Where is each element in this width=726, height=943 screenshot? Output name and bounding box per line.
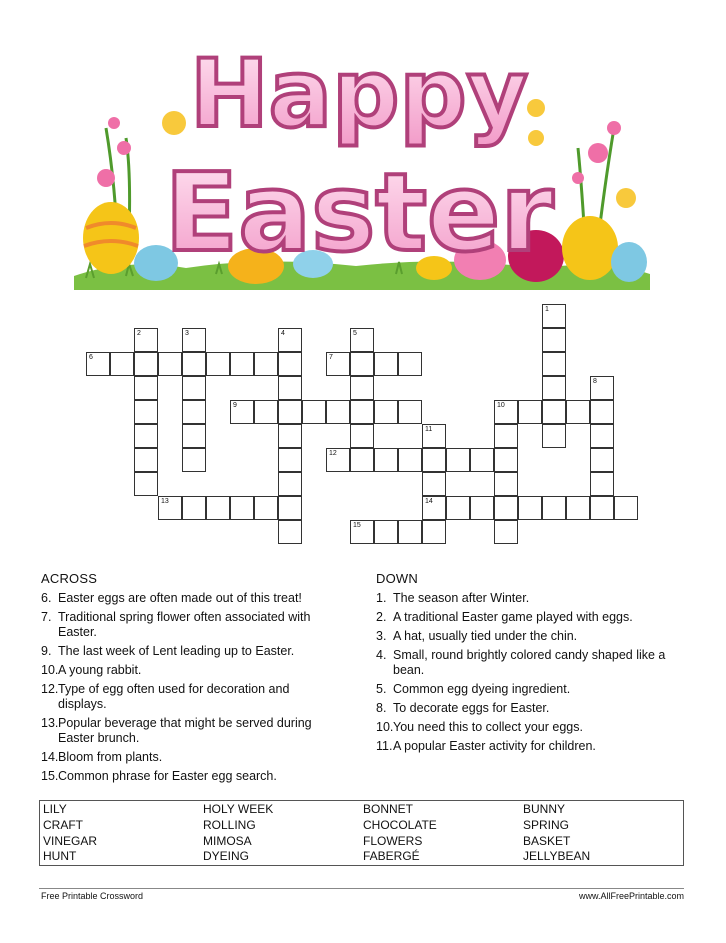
crossword-cell[interactable] <box>518 496 542 520</box>
down-clue <box>376 591 686 606</box>
cell-number: 7 <box>329 354 333 361</box>
crossword-cell[interactable] <box>398 520 422 544</box>
clue-number: 3. <box>376 629 387 643</box>
cell-number: 1 <box>545 306 549 313</box>
crossword-cell[interactable] <box>494 448 518 472</box>
crossword-cell[interactable] <box>542 352 566 376</box>
crossword-cell[interactable] <box>494 424 518 448</box>
crossword-cell[interactable] <box>422 520 446 544</box>
across-heading: ACROSS <box>41 571 98 586</box>
crossword-cell[interactable] <box>422 424 446 448</box>
crossword-cell[interactable] <box>134 424 158 448</box>
crossword-cell[interactable] <box>230 352 254 376</box>
crossword-cell[interactable] <box>230 400 254 424</box>
clue-text: Common phrase for Easter egg search. <box>58 769 277 783</box>
across-clue <box>41 750 341 765</box>
crossword-cell[interactable] <box>446 448 470 472</box>
cell-number: 2 <box>137 330 141 337</box>
crossword-cell[interactable] <box>350 520 374 544</box>
word-bank-item: LILY <box>43 802 67 816</box>
crossword-cell[interactable] <box>182 328 206 352</box>
crossword-cell[interactable] <box>134 352 158 376</box>
crossword-cell[interactable] <box>494 400 518 424</box>
cell-number: 3 <box>185 330 189 337</box>
crossword-cell[interactable] <box>590 376 614 400</box>
clue-text: The season after Winter. <box>393 591 530 605</box>
crossword-cell[interactable] <box>278 424 302 448</box>
word-bank <box>39 800 684 866</box>
clue-number: 14. <box>41 750 59 764</box>
across-clue <box>41 769 341 784</box>
word-bank-item: BASKET <box>523 833 571 848</box>
word-bank-item: BONNET <box>363 802 414 816</box>
clue-number: 9. <box>41 644 52 658</box>
crossword-cell[interactable] <box>494 520 518 544</box>
crossword-cell[interactable] <box>302 400 326 424</box>
crossword-cell[interactable] <box>326 448 350 472</box>
across-clues <box>41 571 341 788</box>
clue-number: 6. <box>41 591 52 605</box>
down-heading: DOWN <box>376 571 418 586</box>
down-clue <box>376 682 686 697</box>
crossword-cell[interactable] <box>566 496 590 520</box>
footer-left-text: Free Printable Crossword <box>41 891 144 901</box>
crossword-cell[interactable] <box>350 448 374 472</box>
word-bank-item: SPRING <box>523 817 570 832</box>
clue-text: Traditional spring flower often associated with Easter. <box>58 610 311 639</box>
crossword-cell[interactable] <box>134 472 158 496</box>
crossword-cell[interactable] <box>374 448 398 472</box>
crossword-cell[interactable] <box>590 472 614 496</box>
down-clue <box>376 701 686 716</box>
word-bank-item: MIMOSA <box>203 833 252 848</box>
crossword-cell[interactable] <box>518 400 542 424</box>
clue-number: 2. <box>376 610 387 624</box>
word-bank-item: CHOCOLATE <box>363 817 437 832</box>
down-clue <box>376 739 686 754</box>
clue-number: 11. <box>376 739 393 753</box>
down-clue <box>376 629 686 644</box>
crossword-cell[interactable] <box>350 376 374 400</box>
crossword-cell[interactable] <box>278 496 302 520</box>
clue-text: Easter eggs are often made out of this treat! <box>58 591 302 605</box>
clue-number: 15. <box>41 769 59 783</box>
crossword-cell[interactable] <box>350 352 374 376</box>
crossword-cell[interactable] <box>278 376 302 400</box>
crossword-cell[interactable] <box>134 448 158 472</box>
crossword-cell[interactable] <box>278 472 302 496</box>
crossword-cell[interactable] <box>398 448 422 472</box>
clue-text: A traditional Easter game played with eggs. <box>393 610 633 624</box>
crossword-cell[interactable] <box>134 400 158 424</box>
clue-number: 10. <box>41 663 59 677</box>
crossword-cell[interactable] <box>206 496 230 520</box>
cell-number: 5 <box>353 330 357 337</box>
clue-text: A young rabbit. <box>58 663 142 677</box>
clue-text: Bloom from plants. <box>58 750 163 764</box>
crossword-cell[interactable] <box>134 328 158 352</box>
crossword-cell[interactable] <box>374 520 398 544</box>
crossword-cell[interactable] <box>182 352 206 376</box>
clue-text: The last week of Lent leading up to Easter. <box>58 644 295 658</box>
cell-number: 10 <box>497 402 505 409</box>
crossword-cell[interactable] <box>182 376 206 400</box>
down-clue <box>376 720 686 735</box>
word-bank-item: FLOWERS <box>363 833 423 848</box>
word-bank-item: JELLYBEAN <box>523 849 591 864</box>
across-clue <box>41 682 341 712</box>
crossword-cell[interactable] <box>350 328 374 352</box>
footer-right-text: www.AllFreePrintable.com <box>578 891 684 901</box>
crossword-cell[interactable] <box>542 304 566 328</box>
clue-text: Small, round brightly colored candy shaped like a bean. <box>393 648 666 677</box>
footer-divider <box>39 888 684 889</box>
clue-text: Popular beverage that might be served during Easter brunch. <box>58 716 312 745</box>
title-easter: Easter <box>164 151 554 276</box>
cell-number: 14 <box>425 498 433 505</box>
crossword-cell[interactable] <box>182 424 206 448</box>
clue-text: To decorate eggs for Easter. <box>393 701 550 715</box>
across-clue <box>41 663 341 678</box>
cell-number: 4 <box>281 330 285 337</box>
across-clue <box>41 591 341 606</box>
word-bank-item: BUNNY <box>523 802 566 816</box>
crossword-cell[interactable] <box>398 352 422 376</box>
crossword-cell[interactable] <box>254 352 278 376</box>
cell-number: 15 <box>353 522 361 529</box>
word-bank-item: ROLLING <box>203 817 256 832</box>
word-bank-item: FABERGÉ <box>363 849 420 864</box>
crossword-cell[interactable] <box>350 400 374 424</box>
crossword-cell[interactable] <box>158 496 182 520</box>
down-clues <box>376 571 686 758</box>
clue-number: 13. <box>41 716 59 730</box>
across-clue <box>41 610 341 640</box>
crossword-cell[interactable] <box>278 328 302 352</box>
crossword-cell[interactable] <box>278 352 302 376</box>
crossword-cell[interactable] <box>326 400 350 424</box>
crossword-cell[interactable] <box>254 400 278 424</box>
crossword-cell[interactable] <box>614 496 638 520</box>
crossword-cell[interactable] <box>374 352 398 376</box>
across-clue <box>41 716 341 746</box>
crossword-cell[interactable] <box>542 376 566 400</box>
crossword-cell[interactable] <box>350 424 374 448</box>
word-bank-item: CRAFT <box>43 817 83 832</box>
word-bank-item: DYEING <box>203 849 250 864</box>
cell-number: 8 <box>593 378 597 385</box>
crossword-cell[interactable] <box>182 496 206 520</box>
clue-number: 7. <box>41 610 52 624</box>
across-clue <box>41 644 341 659</box>
clue-number: 1. <box>376 591 387 605</box>
cell-number: 12 <box>329 450 337 457</box>
clue-number: 5. <box>376 682 387 696</box>
cell-number: 6 <box>89 354 93 361</box>
word-bank-item: HUNT <box>43 849 77 864</box>
crossword-cell[interactable] <box>278 400 302 424</box>
crossword-cell[interactable] <box>182 400 206 424</box>
clue-number: 4. <box>376 648 387 662</box>
clue-text: A hat, usually tied under the chin. <box>393 629 578 643</box>
crossword-cell[interactable] <box>374 400 398 424</box>
crossword-cell[interactable] <box>182 448 206 472</box>
crossword-cell[interactable] <box>542 424 566 448</box>
crossword-cell[interactable] <box>134 376 158 400</box>
crossword-cell[interactable] <box>470 496 494 520</box>
clue-text: Type of egg often used for decoration and displays. <box>58 682 290 711</box>
crossword-cell[interactable] <box>326 352 350 376</box>
crossword-cell[interactable] <box>278 448 302 472</box>
down-clue <box>376 610 686 625</box>
crossword-cell[interactable] <box>446 496 470 520</box>
crossword-cell[interactable] <box>590 400 614 424</box>
crossword-cell[interactable] <box>542 328 566 352</box>
crossword-cell[interactable] <box>494 496 518 520</box>
crossword-cell[interactable] <box>206 352 230 376</box>
crossword-cell[interactable] <box>110 352 134 376</box>
crossword-cell[interactable] <box>86 352 110 376</box>
crossword-cell[interactable] <box>422 496 446 520</box>
cell-number: 13 <box>161 498 169 505</box>
crossword-cell[interactable] <box>278 520 302 544</box>
clue-text: You need this to collect your eggs. <box>393 720 583 734</box>
crossword-cell[interactable] <box>470 448 494 472</box>
clue-number: 10. <box>376 720 394 734</box>
clue-text: A popular Easter activity for children. <box>393 739 596 753</box>
crossword-cell[interactable] <box>590 448 614 472</box>
cell-number: 9 <box>233 402 237 409</box>
crossword-cell[interactable] <box>542 400 566 424</box>
crossword-cell[interactable] <box>230 496 254 520</box>
crossword-cell[interactable] <box>590 496 614 520</box>
clue-text: Common egg dyeing ingredient. <box>393 682 571 696</box>
clue-number: 12. <box>41 682 59 696</box>
crossword-cell[interactable] <box>158 352 182 376</box>
crossword-cell[interactable] <box>590 424 614 448</box>
crossword-cell[interactable] <box>422 472 446 496</box>
down-clue <box>376 648 686 678</box>
word-bank-item: VINEGAR <box>43 833 98 848</box>
crossword-cell[interactable] <box>398 400 422 424</box>
crossword-cell[interactable] <box>542 496 566 520</box>
cell-number: 11 <box>425 426 433 433</box>
crossword-cell[interactable] <box>566 400 590 424</box>
title-happy: Happy <box>190 40 528 149</box>
crossword-cell[interactable] <box>254 496 278 520</box>
crossword-cell[interactable] <box>422 448 446 472</box>
crossword-cell[interactable] <box>494 472 518 496</box>
clue-number: 8. <box>376 701 387 715</box>
word-bank-item: HOLY WEEK <box>203 802 274 816</box>
